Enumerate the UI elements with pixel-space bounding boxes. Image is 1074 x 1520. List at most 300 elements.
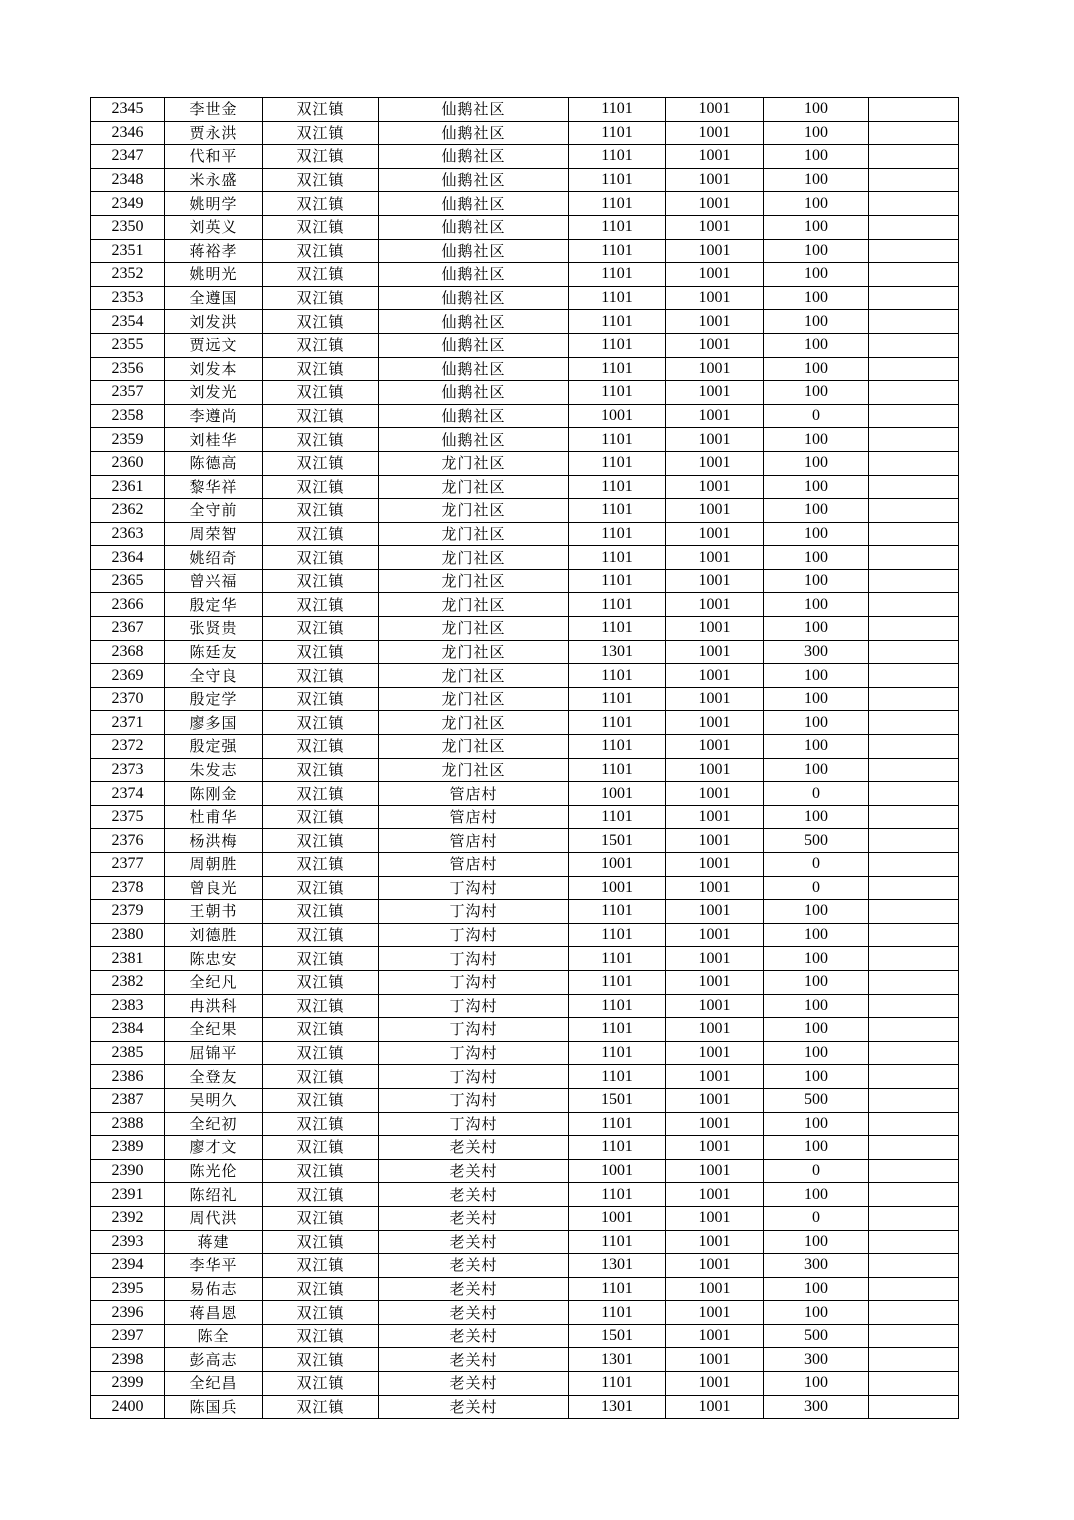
code-b-cell: 1001: [666, 1372, 764, 1396]
person-name-cell: 杜甫华: [165, 805, 263, 829]
row-number-cell: 2357: [91, 381, 165, 405]
code-b-cell: 1001: [666, 617, 764, 641]
person-name-cell: 李世金: [165, 98, 263, 122]
code-b-cell: 1001: [666, 168, 764, 192]
remark-cell: [869, 310, 959, 334]
code-a-cell: 1101: [569, 994, 666, 1018]
town-name-cell: 双江镇: [263, 215, 379, 239]
code-b-cell: 1001: [666, 970, 764, 994]
amount-cell: 100: [764, 1230, 869, 1254]
community-name-cell: 丁沟村: [379, 1018, 569, 1042]
table-row: [91, 522, 959, 546]
table-row: [91, 593, 959, 617]
town-name-cell: 双江镇: [263, 947, 379, 971]
table-row: [91, 215, 959, 239]
town-name-cell: 双江镇: [263, 357, 379, 381]
code-b-cell: 1001: [666, 900, 764, 924]
person-name-cell: 周朝胜: [165, 853, 263, 877]
code-a-cell: 1101: [569, 900, 666, 924]
code-b-cell: 1001: [666, 1395, 764, 1419]
community-name-cell: 龙门社区: [379, 522, 569, 546]
row-number-cell: 2385: [91, 1041, 165, 1065]
row-number-cell: 2358: [91, 404, 165, 428]
code-b-cell: 1001: [666, 1112, 764, 1136]
code-b-cell: 1001: [666, 404, 764, 428]
table-row: [91, 829, 959, 853]
community-name-cell: 老关村: [379, 1159, 569, 1183]
code-a-cell: 1101: [569, 593, 666, 617]
row-number-cell: 2369: [91, 664, 165, 688]
table-row: [91, 664, 959, 688]
table-row: [91, 263, 959, 287]
town-name-cell: 双江镇: [263, 664, 379, 688]
row-number-cell: 2397: [91, 1324, 165, 1348]
amount-cell: 100: [764, 923, 869, 947]
amount-cell: 100: [764, 687, 869, 711]
amount-cell: 100: [764, 428, 869, 452]
code-b-cell: 1001: [666, 286, 764, 310]
person-name-cell: 王朝书: [165, 900, 263, 924]
town-name-cell: 双江镇: [263, 923, 379, 947]
row-number-cell: 2353: [91, 286, 165, 310]
row-number-cell: 2391: [91, 1183, 165, 1207]
person-name-cell: 廖多国: [165, 711, 263, 735]
community-name-cell: 仙鹅社区: [379, 239, 569, 263]
town-name-cell: 双江镇: [263, 451, 379, 475]
person-name-cell: 张贤贵: [165, 617, 263, 641]
person-name-cell: 刘发本: [165, 357, 263, 381]
remark-cell: [869, 168, 959, 192]
community-name-cell: 龙门社区: [379, 664, 569, 688]
community-name-cell: 仙鹅社区: [379, 381, 569, 405]
code-a-cell: 1101: [569, 1065, 666, 1089]
table-row: [91, 145, 959, 169]
table-row: [91, 404, 959, 428]
code-a-cell: 1001: [569, 404, 666, 428]
row-number-cell: 2367: [91, 617, 165, 641]
code-b-cell: 1001: [666, 947, 764, 971]
town-name-cell: 双江镇: [263, 711, 379, 735]
person-name-cell: 殷定强: [165, 735, 263, 759]
row-number-cell: 2371: [91, 711, 165, 735]
code-b-cell: 1001: [666, 664, 764, 688]
table-row: [91, 900, 959, 924]
amount-cell: 100: [764, 947, 869, 971]
community-name-cell: 丁沟村: [379, 947, 569, 971]
code-a-cell: 1101: [569, 1018, 666, 1042]
town-name-cell: 双江镇: [263, 192, 379, 216]
code-b-cell: 1001: [666, 522, 764, 546]
code-b-cell: 1001: [666, 1065, 764, 1089]
person-name-cell: 全纪果: [165, 1018, 263, 1042]
row-number-cell: 2347: [91, 145, 165, 169]
town-name-cell: 双江镇: [263, 1206, 379, 1230]
code-a-cell: 1101: [569, 192, 666, 216]
table-row: [91, 1348, 959, 1372]
row-number-cell: 2377: [91, 853, 165, 877]
town-name-cell: 双江镇: [263, 687, 379, 711]
person-name-cell: 刘桂华: [165, 428, 263, 452]
town-name-cell: 双江镇: [263, 1348, 379, 1372]
person-name-cell: 廖才文: [165, 1136, 263, 1160]
town-name-cell: 双江镇: [263, 758, 379, 782]
row-number-cell: 2398: [91, 1348, 165, 1372]
amount-cell: 100: [764, 994, 869, 1018]
data-table: [90, 97, 959, 1419]
table-row: [91, 617, 959, 641]
code-a-cell: 1101: [569, 1372, 666, 1396]
town-name-cell: 双江镇: [263, 404, 379, 428]
community-name-cell: 仙鹅社区: [379, 192, 569, 216]
code-a-cell: 1101: [569, 263, 666, 287]
community-name-cell: 丁沟村: [379, 900, 569, 924]
person-name-cell: 周荣智: [165, 522, 263, 546]
code-a-cell: 1001: [569, 876, 666, 900]
code-a-cell: 1301: [569, 1348, 666, 1372]
code-b-cell: 1001: [666, 192, 764, 216]
remark-cell: [869, 1230, 959, 1254]
community-name-cell: 老关村: [379, 1206, 569, 1230]
amount-cell: 300: [764, 640, 869, 664]
remark-cell: [869, 805, 959, 829]
town-name-cell: 双江镇: [263, 782, 379, 806]
remark-cell: [869, 404, 959, 428]
code-a-cell: 1101: [569, 569, 666, 593]
row-number-cell: 2381: [91, 947, 165, 971]
amount-cell: 100: [764, 805, 869, 829]
amount-cell: 500: [764, 1088, 869, 1112]
row-number-cell: 2389: [91, 1136, 165, 1160]
remark-cell: [869, 1395, 959, 1419]
code-b-cell: 1001: [666, 853, 764, 877]
amount-cell: 100: [764, 1372, 869, 1396]
town-name-cell: 双江镇: [263, 1159, 379, 1183]
table-row: [91, 1206, 959, 1230]
code-b-cell: 1001: [666, 1136, 764, 1160]
row-number-cell: 2364: [91, 546, 165, 570]
code-a-cell: 1001: [569, 782, 666, 806]
town-name-cell: 双江镇: [263, 1088, 379, 1112]
table-row: [91, 428, 959, 452]
person-name-cell: 全纪昌: [165, 1372, 263, 1396]
code-a-cell: 1101: [569, 286, 666, 310]
table-row: [91, 1159, 959, 1183]
table-row: [91, 1183, 959, 1207]
table-row: [91, 310, 959, 334]
community-name-cell: 仙鹅社区: [379, 145, 569, 169]
person-name-cell: 刘发光: [165, 381, 263, 405]
community-name-cell: 仙鹅社区: [379, 333, 569, 357]
table-row: [91, 286, 959, 310]
table-row: [91, 546, 959, 570]
person-name-cell: 姚绍奇: [165, 546, 263, 570]
town-name-cell: 双江镇: [263, 1395, 379, 1419]
person-name-cell: 刘英义: [165, 215, 263, 239]
code-b-cell: 1001: [666, 593, 764, 617]
row-number-cell: 2350: [91, 215, 165, 239]
community-name-cell: 龙门社区: [379, 546, 569, 570]
row-number-cell: 2348: [91, 168, 165, 192]
table-row: [91, 1324, 959, 1348]
remark-cell: [869, 1136, 959, 1160]
remark-cell: [869, 546, 959, 570]
community-name-cell: 丁沟村: [379, 1112, 569, 1136]
amount-cell: 100: [764, 475, 869, 499]
table-row: [91, 711, 959, 735]
town-name-cell: 双江镇: [263, 310, 379, 334]
person-name-cell: 蒋裕孝: [165, 239, 263, 263]
code-a-cell: 1101: [569, 98, 666, 122]
code-b-cell: 1001: [666, 1324, 764, 1348]
row-number-cell: 2365: [91, 569, 165, 593]
code-a-cell: 1101: [569, 617, 666, 641]
amount-cell: 0: [764, 1206, 869, 1230]
row-number-cell: 2375: [91, 805, 165, 829]
community-name-cell: 老关村: [379, 1136, 569, 1160]
row-number-cell: 2346: [91, 121, 165, 145]
remark-cell: [869, 876, 959, 900]
community-name-cell: 老关村: [379, 1277, 569, 1301]
row-number-cell: 2383: [91, 994, 165, 1018]
community-name-cell: 丁沟村: [379, 994, 569, 1018]
code-a-cell: 1101: [569, 1041, 666, 1065]
remark-cell: [869, 640, 959, 664]
remark-cell: [869, 1088, 959, 1112]
person-name-cell: 刘发洪: [165, 310, 263, 334]
person-name-cell: 刘德胜: [165, 923, 263, 947]
code-a-cell: 1101: [569, 145, 666, 169]
table-row: [91, 735, 959, 759]
row-number-cell: 2374: [91, 782, 165, 806]
code-b-cell: 1001: [666, 640, 764, 664]
row-number-cell: 2399: [91, 1372, 165, 1396]
code-a-cell: 1101: [569, 121, 666, 145]
code-a-cell: 1501: [569, 1088, 666, 1112]
town-name-cell: 双江镇: [263, 876, 379, 900]
person-name-cell: 贾远文: [165, 333, 263, 357]
code-a-cell: 1101: [569, 735, 666, 759]
community-name-cell: 龙门社区: [379, 569, 569, 593]
town-name-cell: 双江镇: [263, 381, 379, 405]
remark-cell: [869, 522, 959, 546]
code-b-cell: 1001: [666, 1183, 764, 1207]
row-number-cell: 2380: [91, 923, 165, 947]
code-a-cell: 1101: [569, 1301, 666, 1325]
code-a-cell: 1101: [569, 1136, 666, 1160]
person-name-cell: 李华平: [165, 1254, 263, 1278]
town-name-cell: 双江镇: [263, 1230, 379, 1254]
remark-cell: [869, 994, 959, 1018]
person-name-cell: 全守前: [165, 499, 263, 523]
amount-cell: 300: [764, 1254, 869, 1278]
amount-cell: 0: [764, 876, 869, 900]
community-name-cell: 龙门社区: [379, 735, 569, 759]
code-b-cell: 1001: [666, 1230, 764, 1254]
amount-cell: 100: [764, 758, 869, 782]
amount-cell: 100: [764, 499, 869, 523]
town-name-cell: 双江镇: [263, 994, 379, 1018]
table-row: [91, 1254, 959, 1278]
remark-cell: [869, 451, 959, 475]
code-a-cell: 1001: [569, 853, 666, 877]
community-name-cell: 仙鹅社区: [379, 286, 569, 310]
amount-cell: 100: [764, 451, 869, 475]
amount-cell: 100: [764, 145, 869, 169]
community-name-cell: 龙门社区: [379, 451, 569, 475]
person-name-cell: 殷定华: [165, 593, 263, 617]
amount-cell: 100: [764, 215, 869, 239]
code-a-cell: 1101: [569, 711, 666, 735]
town-name-cell: 双江镇: [263, 499, 379, 523]
table-row: [91, 1112, 959, 1136]
community-name-cell: 仙鹅社区: [379, 263, 569, 287]
code-b-cell: 1001: [666, 1206, 764, 1230]
remark-cell: [869, 782, 959, 806]
community-name-cell: 老关村: [379, 1254, 569, 1278]
code-b-cell: 1001: [666, 98, 764, 122]
table-row: [91, 333, 959, 357]
code-a-cell: 1101: [569, 522, 666, 546]
code-b-cell: 1001: [666, 1159, 764, 1183]
table-row: [91, 98, 959, 122]
person-name-cell: 陈忠安: [165, 947, 263, 971]
remark-cell: [869, 853, 959, 877]
code-a-cell: 1001: [569, 1159, 666, 1183]
code-b-cell: 1001: [666, 782, 764, 806]
code-a-cell: 1301: [569, 1254, 666, 1278]
person-name-cell: 全纪凡: [165, 970, 263, 994]
amount-cell: 100: [764, 900, 869, 924]
code-b-cell: 1001: [666, 475, 764, 499]
table-row: [91, 239, 959, 263]
table-row: [91, 640, 959, 664]
person-name-cell: 曾兴福: [165, 569, 263, 593]
table-row: [91, 475, 959, 499]
town-name-cell: 双江镇: [263, 168, 379, 192]
amount-cell: 500: [764, 829, 869, 853]
town-name-cell: 双江镇: [263, 1324, 379, 1348]
town-name-cell: 双江镇: [263, 145, 379, 169]
community-name-cell: 仙鹅社区: [379, 428, 569, 452]
code-b-cell: 1001: [666, 357, 764, 381]
community-name-cell: 仙鹅社区: [379, 121, 569, 145]
code-b-cell: 1001: [666, 687, 764, 711]
community-name-cell: 龙门社区: [379, 758, 569, 782]
table-row: [91, 923, 959, 947]
code-a-cell: 1101: [569, 805, 666, 829]
community-name-cell: 龙门社区: [379, 687, 569, 711]
table-row: [91, 168, 959, 192]
community-name-cell: 管店村: [379, 782, 569, 806]
row-number-cell: 2351: [91, 239, 165, 263]
remark-cell: [869, 1112, 959, 1136]
row-number-cell: 2368: [91, 640, 165, 664]
town-name-cell: 双江镇: [263, 1065, 379, 1089]
person-name-cell: 陈廷友: [165, 640, 263, 664]
person-name-cell: 杨洪梅: [165, 829, 263, 853]
row-number-cell: 2395: [91, 1277, 165, 1301]
table-row: [91, 947, 959, 971]
code-b-cell: 1001: [666, 215, 764, 239]
remark-cell: [869, 1372, 959, 1396]
remark-cell: [869, 735, 959, 759]
row-number-cell: 2363: [91, 522, 165, 546]
amount-cell: 100: [764, 617, 869, 641]
row-number-cell: 2373: [91, 758, 165, 782]
code-a-cell: 1101: [569, 475, 666, 499]
remark-cell: [869, 923, 959, 947]
remark-cell: [869, 1018, 959, 1042]
person-name-cell: 黎华祥: [165, 475, 263, 499]
code-b-cell: 1001: [666, 546, 764, 570]
code-a-cell: 1301: [569, 640, 666, 664]
amount-cell: 100: [764, 168, 869, 192]
remark-cell: [869, 263, 959, 287]
person-name-cell: 朱发志: [165, 758, 263, 782]
code-a-cell: 1101: [569, 239, 666, 263]
remark-cell: [869, 239, 959, 263]
code-a-cell: 1301: [569, 1395, 666, 1419]
table-row: [91, 876, 959, 900]
town-name-cell: 双江镇: [263, 900, 379, 924]
row-number-cell: 2400: [91, 1395, 165, 1419]
community-name-cell: 仙鹅社区: [379, 215, 569, 239]
community-name-cell: 龙门社区: [379, 593, 569, 617]
table-row: [91, 121, 959, 145]
code-a-cell: 1101: [569, 1230, 666, 1254]
town-name-cell: 双江镇: [263, 1136, 379, 1160]
code-b-cell: 1001: [666, 829, 764, 853]
town-name-cell: 双江镇: [263, 333, 379, 357]
remark-cell: [869, 1183, 959, 1207]
code-a-cell: 1101: [569, 947, 666, 971]
town-name-cell: 双江镇: [263, 569, 379, 593]
person-name-cell: 全纪初: [165, 1112, 263, 1136]
amount-cell: 100: [764, 310, 869, 334]
amount-cell: 100: [764, 735, 869, 759]
code-b-cell: 1001: [666, 1254, 764, 1278]
remark-cell: [869, 1065, 959, 1089]
table-row: [91, 192, 959, 216]
code-a-cell: 1101: [569, 168, 666, 192]
remark-cell: [869, 711, 959, 735]
community-name-cell: 龙门社区: [379, 711, 569, 735]
table-row: [91, 499, 959, 523]
community-name-cell: 管店村: [379, 829, 569, 853]
row-number-cell: 2361: [91, 475, 165, 499]
town-name-cell: 双江镇: [263, 428, 379, 452]
row-number-cell: 2352: [91, 263, 165, 287]
community-name-cell: 丁沟村: [379, 876, 569, 900]
remark-cell: [869, 569, 959, 593]
remark-cell: [869, 357, 959, 381]
code-a-cell: 1101: [569, 664, 666, 688]
code-a-cell: 1101: [569, 1183, 666, 1207]
community-name-cell: 老关村: [379, 1324, 569, 1348]
code-a-cell: 1101: [569, 310, 666, 334]
community-name-cell: 龙门社区: [379, 617, 569, 641]
code-a-cell: 1101: [569, 215, 666, 239]
community-name-cell: 管店村: [379, 805, 569, 829]
code-b-cell: 1001: [666, 758, 764, 782]
amount-cell: 100: [764, 1183, 869, 1207]
town-name-cell: 双江镇: [263, 1112, 379, 1136]
code-a-cell: 1101: [569, 758, 666, 782]
person-name-cell: 曾良光: [165, 876, 263, 900]
code-a-cell: 1101: [569, 333, 666, 357]
amount-cell: 500: [764, 1324, 869, 1348]
code-a-cell: 1101: [569, 970, 666, 994]
